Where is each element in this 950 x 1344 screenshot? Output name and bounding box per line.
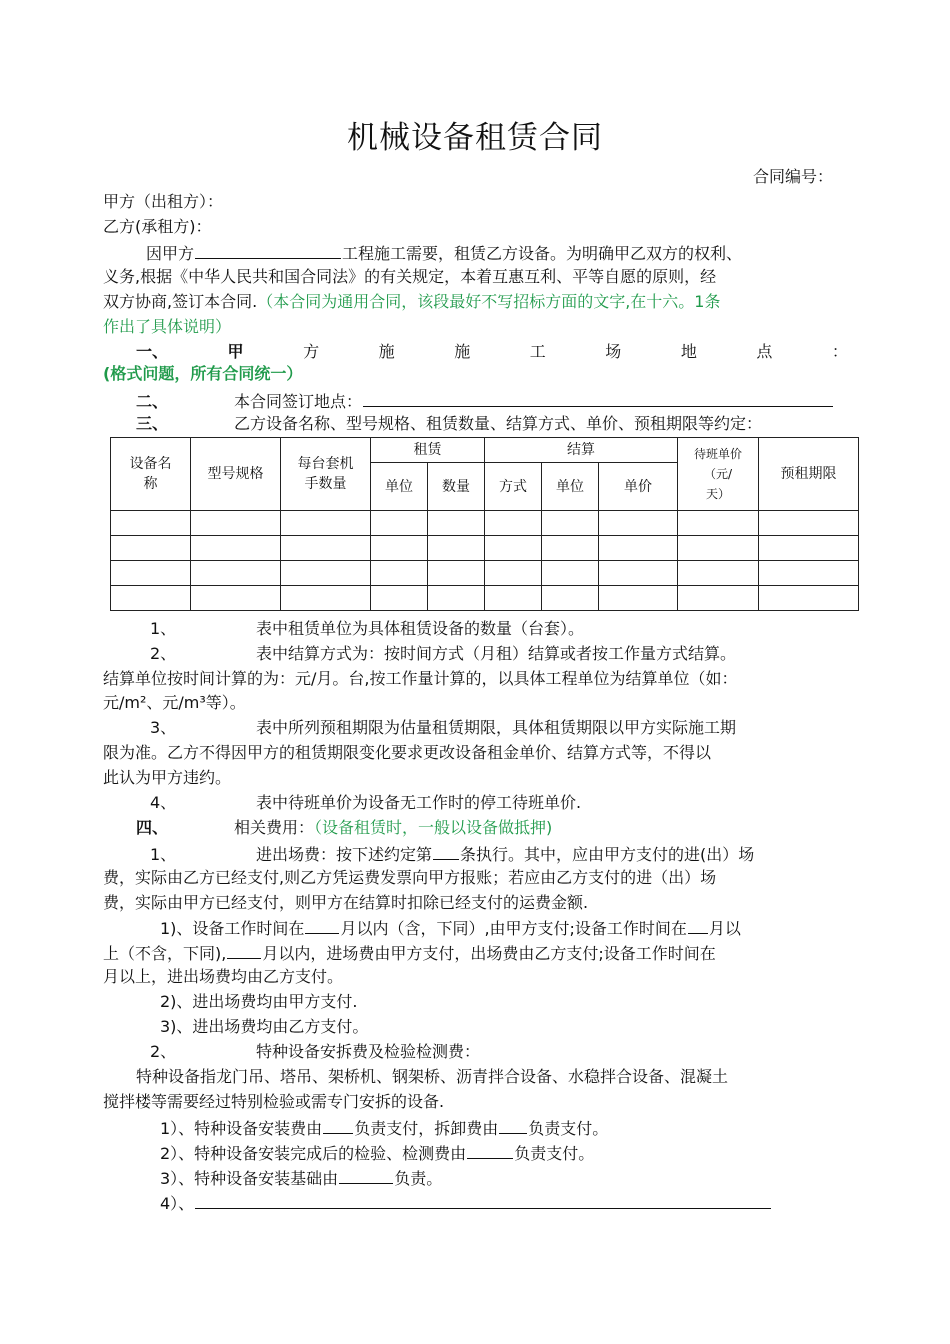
equipment-table: [110, 437, 859, 611]
fee-1-option-1-line-2: 上（不含，下同), 月以内，进场费由甲方支付，出场费由乙方支付;设备工作时间在: [103, 944, 716, 963]
fee-1-line-2: 费，实际由乙方已经支付,则乙方凭运费发票向甲方报账；若应由乙方支付的进（出）场: [103, 868, 717, 887]
table-header-row-1: [111, 438, 859, 463]
table-row: [111, 511, 859, 536]
header-equipment-name: 设备名称: [111, 438, 191, 511]
header-period: 预租期限: [759, 438, 859, 511]
party-a-line: 甲方（出租方）：: [103, 192, 224, 211]
fee-1-option-1-line-1: 1)、设备工作时间在 月以内（含，下同）,由甲方支付;设备工作时间在 月以: [160, 919, 741, 938]
section-2-line: 二、 本合同签订地点：: [136, 390, 834, 412]
fee-1-line-3: 费，实际由甲方已经支付，则甲方在结算时扣除已经支付的运费金额.: [103, 893, 589, 912]
section-4-line: 四、 相关费用：（设备租赁时，一般以设备做抵押): [136, 818, 553, 837]
fee-1-option-3: 3)、进出场费均由乙方支付。: [160, 1017, 369, 1036]
fee-2-desc-line-2: 搅拌楼等需要经过特别检验或需专门安拆的设备.: [103, 1092, 445, 1111]
header-settlement: 结算: [485, 438, 678, 463]
section-1-note: (格式问题，所有合同统一）: [103, 364, 303, 383]
fee-1-option-2: 2)、进出场费均由甲方支付.: [160, 992, 358, 1011]
header-rent-qty: 数量: [428, 463, 485, 511]
header-rent: 租赁: [371, 438, 485, 463]
note-2-line-2: 结算单位按时间计算的为：元/月。台,按工作量计算的，以具体工程单位为结算单位（如：: [103, 669, 738, 688]
table-row: [111, 561, 859, 586]
header-settle-way: 方式: [485, 463, 542, 511]
fee-1-option-1-line-3: 月以上，进出场费均由乙方支付。: [103, 967, 344, 986]
intro-line-2: 义务,根据《中华人民共和国合同法》的有关规定，本着互惠互利、平等自愿的原则，经: [103, 267, 717, 286]
note-3-line-3: 此认为甲方违约。: [103, 768, 232, 787]
note-3-line-2: 限为准。乙方不得因甲方的租赁期限变化要求更改设备租金单价、结算方式等，不得以: [103, 743, 712, 762]
intro-note: （本合同为通用合同，该段最好不写招标方面的文字,在十六。1条: [257, 292, 721, 311]
document-title: 机械设备租赁合同: [347, 120, 603, 156]
intro-note-line-2: 作出了具体说明）: [103, 317, 232, 336]
note-2-line-3: 元/m²、元/m³等）。: [103, 693, 246, 712]
fee-2-item-1: 1）、特种设备安装费由 负责支付，拆卸费由 负责支付。: [160, 1119, 609, 1138]
table-row: [111, 536, 859, 561]
contract-number-label: 合同编号：: [753, 167, 834, 186]
fee-1-line-1: 1、 进出场费：按下述约定第 条执行。其中，应由甲方支付的进(出）场: [150, 845, 755, 864]
party-b-line: 乙方(承租方)：: [103, 217, 212, 236]
section-3-line: 三、 乙方设备名称、型号规格、租赁数量、结算方式、单价、预租期限等约定：: [136, 414, 763, 433]
note-3-line-1: 3、 表中所列预租期限为估量租赁期限，具体租赁期限以甲方实际施工期: [150, 718, 737, 737]
fee-2-item-3: 3）、特种设备安装基础由 负责。: [160, 1169, 443, 1188]
intro-line-1: 因甲方 工程施工需要，租赁乙方设备。为明确甲乙双方的权利、: [146, 244, 743, 263]
fee-2-desc-line-1: 特种设备指龙门吊、塔吊、架桥机、钢架桥、沥青拌合设备、水稳拌合设备、混凝土: [136, 1067, 729, 1086]
signing-location-blank: [363, 390, 833, 407]
section-4-note: （设备租赁时，一般以设备做抵押): [314, 818, 553, 837]
table-row: [111, 586, 859, 611]
intro-line-3: 双方协商,签订本合同.（本合同为通用合同，该段最好不写招标方面的文字,在十六。1条: [103, 292, 721, 311]
project-name-blank: [195, 242, 341, 259]
note-2-line-1: 2、 表中结算方式为：按时间方式（月租）结算或者按工作量方式结算。: [150, 644, 737, 663]
header-rent-unit: 单位: [371, 463, 428, 511]
fee-2-item-2: 2）、特种设备安装完成后的检验、检测费由 负责支付。: [160, 1144, 595, 1163]
note-4: 4、 表中待班单价为设备无工作时的停工待班单价.: [150, 793, 582, 812]
header-standby-price: 待班单价 （元/ 天）: [678, 438, 759, 511]
header-model: 型号规格: [191, 438, 281, 511]
header-operators: 每台套机手数量: [281, 438, 371, 511]
section-1-line: 一、 甲 方 施 施 工 场 地 点 ：: [136, 342, 848, 361]
header-settle-unit: 单位: [542, 463, 599, 511]
fee-2-title-line: 2、 特种设备安拆费及检验检测费：: [150, 1042, 481, 1061]
fee-2-item-4: 4）、: [160, 1192, 772, 1214]
note-1: 1、 表中租赁单位为具体租赁设备的数量（台套）。: [150, 619, 585, 638]
header-settle-price: 单价: [599, 463, 678, 511]
